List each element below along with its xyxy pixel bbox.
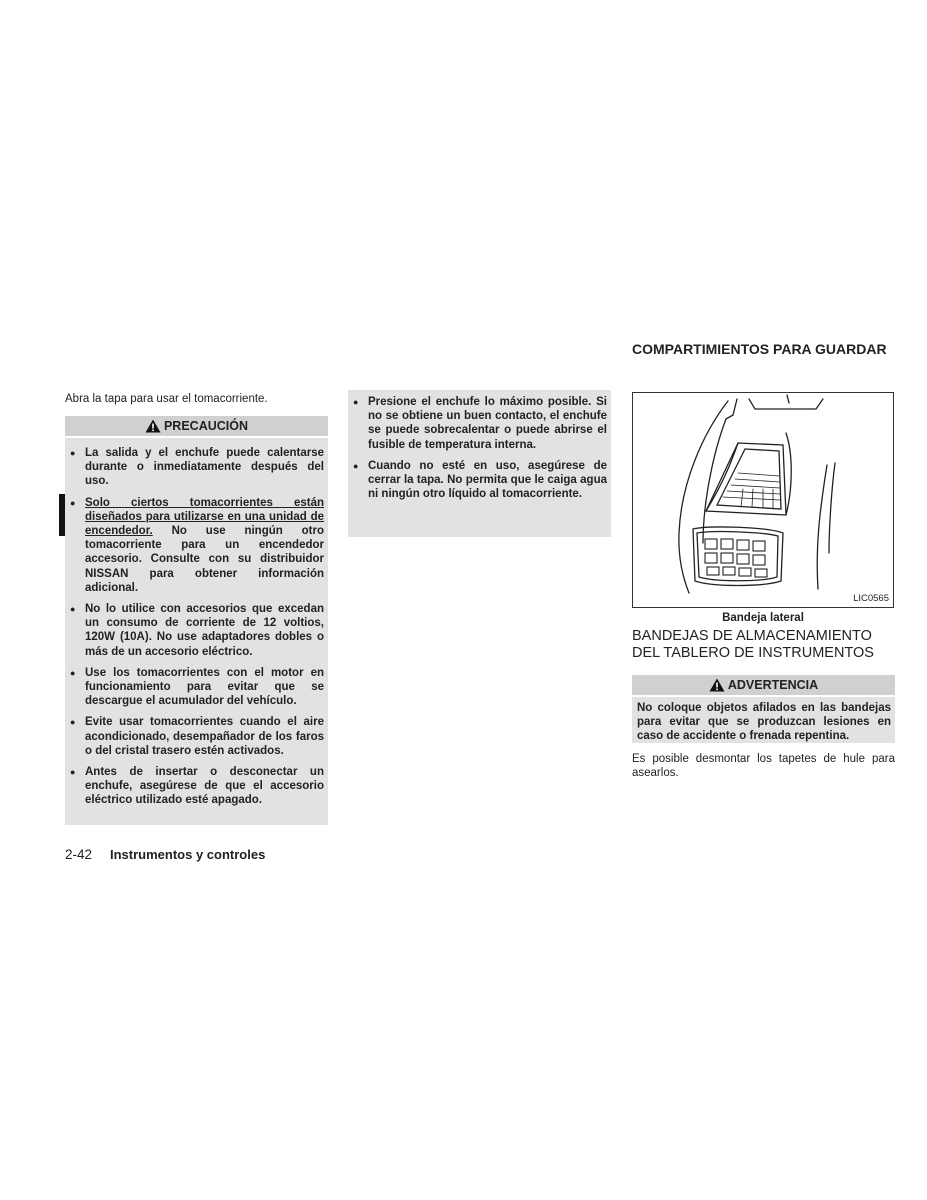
section-title: COMPARTIMIENTOS PARA GUARDAR bbox=[632, 341, 887, 357]
caution-list bbox=[65, 438, 328, 808]
figure-caption: Bandeja lateral bbox=[722, 612, 804, 624]
caution-item: ● Presione el enchufe lo máximo posible. Si no se obtiene un buen contacto, el enchufe se puede sobrecalentar o puede abrirse el fusible de temperatura interna. bbox=[350, 395, 607, 452]
caution-box bbox=[65, 416, 328, 825]
caution-title: PRECAUCIÓN bbox=[163, 419, 249, 433]
caution-item: ● Use los tomacorrientes con el motor en funcionamiento para evitar que se descargue el acumulador del vehículo. bbox=[67, 666, 324, 709]
figure-code: LIC0565 bbox=[853, 593, 889, 604]
caution-header bbox=[65, 416, 328, 438]
caution-item: ● La salida y el enchufe puede calentarse durante o inmediatamente después del uso. bbox=[67, 446, 324, 489]
warning-box bbox=[632, 675, 895, 743]
subheading: BANDEJAS DE ALMACENAMIENTO DEL TABLERO DE INSTRUMENTOS bbox=[632, 628, 874, 661]
side-tray-figure bbox=[632, 392, 894, 608]
footer-section-title: Instrumentos y controles bbox=[110, 847, 266, 862]
intro-text: Abra la tapa para usar el tomacorriente. bbox=[65, 393, 268, 405]
warning-triangle-icon bbox=[709, 678, 725, 692]
body-text: Es posible desmontar los tapetes de hule para asearlos. bbox=[632, 753, 895, 779]
caution-continued-box bbox=[348, 390, 611, 537]
side-tray-illustration bbox=[633, 393, 893, 607]
caution-item: ● Antes de insertar o desconectar un enchufe, asegúrese de que el accesorio eléctrico utilizado esté apagado. bbox=[67, 765, 324, 808]
page-number: 2-42 bbox=[65, 847, 93, 862]
warning-title: ADVERTENCIA bbox=[727, 678, 819, 692]
caution-item: ● Solo ciertos tomacorrientes están diseñados para utilizarse en una unidad de encendedor. No use ningún otro tomacorriente para un encendedor accesorio. Consulte con su distribuidor NISSAN para obtener información adicional. bbox=[67, 496, 324, 595]
caution-continued-list bbox=[348, 390, 611, 501]
caution-item: ● No lo utilice con accesorios que excedan un consumo de corriente de 12 voltios, 120W (10A). No use adaptadores dobles o más de un accesorio eléctrico. bbox=[67, 602, 324, 659]
caution-item: ● Cuando no esté en uso, asegúrese de cerrar la tapa. No permita que le caiga agua ni ningún otro líquido al tomacorriente. bbox=[350, 459, 607, 502]
warning-header bbox=[632, 675, 895, 697]
caution-item: ● Evite usar tomacorrientes cuando el aire acondicionado, desempañador de los faros o del cristal trasero estén activados. bbox=[67, 715, 324, 758]
warning-triangle-icon bbox=[145, 419, 161, 433]
warning-text: No coloque objetos afilados en las bandejas para evitar que se produzcan lesiones en caso de accidente o frenada repentina. bbox=[637, 702, 891, 743]
